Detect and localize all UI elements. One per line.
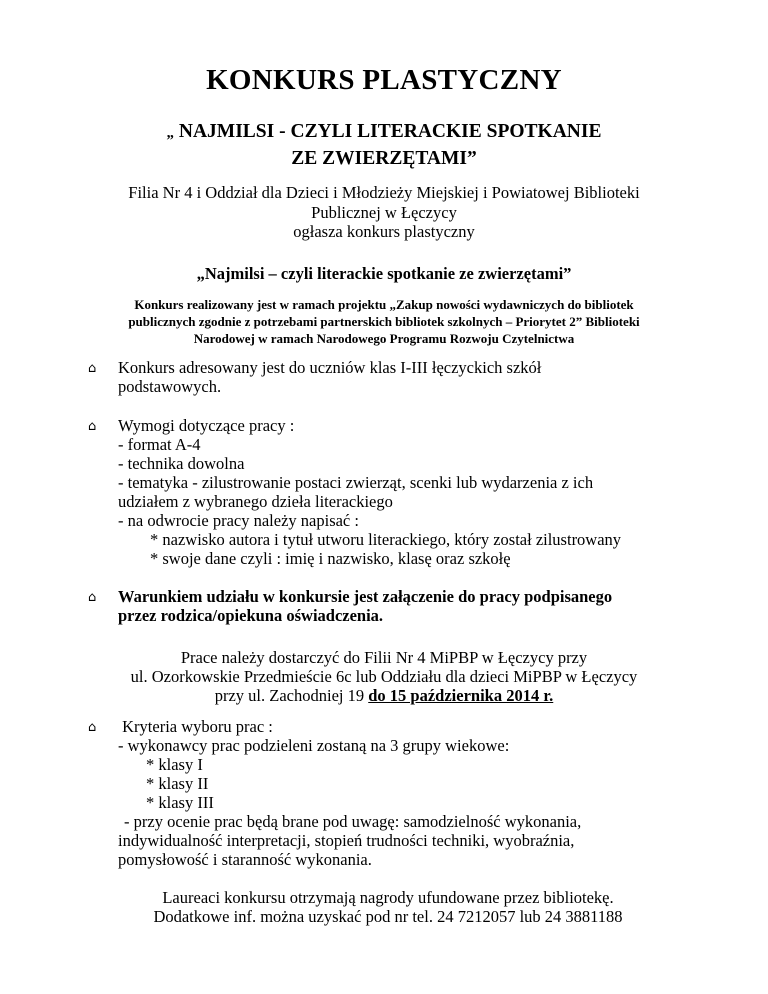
intro-line-3: ogłasza konkurs plastyczny [293, 222, 475, 241]
criteria-group: * klasy III [146, 793, 214, 812]
footer-paragraph [4, 888, 768, 926]
criteria-item: - przy ocenie prac będą brane pod uwagę: samodzielność wykonania, [124, 812, 582, 831]
subtitle-line-1 [0, 119, 768, 146]
deadline-text: do 15 października 2014 r. [368, 686, 554, 705]
delivery-paragraph [0, 648, 768, 705]
project-line-1: Konkurs realizowany jest w ramach projektu „Zakup nowości wydawniczych do bibliotek [134, 297, 634, 312]
delivery-line-3 [0, 686, 768, 705]
delivery-line-2: ul. Ozorkowskie Przedmieście 6c lub Oddziału dla dzieci MiPBP w Łęczycy [130, 667, 638, 686]
condition-line-2: przez rodzica/opiekuna oświadczenia. [118, 606, 384, 625]
criteria-item-continued: indywidualność interpretacji, stopień trudności techniki, wyobraźnia, [118, 831, 575, 850]
project-line-2: publicznych zgodnie z potrzebami partnerskich bibliotek szkolnych – Priorytet 2” Biblioteki [128, 314, 640, 329]
subtitle-open-quote: „ [166, 125, 175, 141]
requirements-heading: Wymogi dotyczące pracy : [118, 416, 295, 435]
competition-quote-title: „Najmilsi – czyli literackie spotkanie ze zwierzętami” [196, 264, 572, 283]
page-title: KONKURS PLASTYCZNY [206, 64, 562, 96]
bullet-icon: ⌂ [88, 419, 97, 434]
intro-paragraph [0, 183, 768, 242]
criteria-group: * klasy II [146, 774, 209, 793]
requirements-item: - tematyka - zilustrowanie postaci zwierząt, scenki lub wydarzenia z ich [118, 473, 594, 492]
section-condition [88, 587, 688, 627]
requirements-item: - na odwrocie pracy należy napisać : [118, 511, 359, 530]
subtitle-line-2: ZE ZWIERZĘTAMI” [291, 148, 477, 169]
footer-line-2: Dodatkowe inf. można uzyskać pod nr tel. 24 7212057 lub 24 3881188 [153, 907, 623, 926]
intro-line-2: Publicznej w Łęczycy [311, 202, 457, 222]
footer-line-1: Laureaci konkursu otrzymają nagrody ufundowane przez bibliotekę. [162, 888, 614, 907]
bullet-icon: ⌂ [88, 720, 97, 735]
criteria-group: * klasy I [146, 755, 203, 774]
section-criteria [88, 717, 688, 877]
requirements-item-continued: udziałem z wybranego dzieła literackiego [118, 492, 393, 511]
project-paragraph [0, 296, 768, 347]
delivery-line-1: Prace należy dostarczyć do Filii Nr 4 MiPBP w Łęczycy przy [180, 648, 588, 667]
project-line-3: Narodowej w ramach Narodowego Programu Rozwoju Czytelnictwa [193, 331, 575, 346]
requirements-item: - format A-4 [118, 435, 201, 454]
delivery-address: przy ul. Zachodniej 19 [214, 686, 369, 705]
intro-line-1: Filia Nr 4 i Oddział dla Dzieci i Młodzieży Miejskiej i Powiatowej Biblioteki [128, 183, 640, 202]
audience-line-2: podstawowych. [118, 377, 222, 396]
section-audience [88, 358, 688, 398]
condition-line-1: Warunkiem udziału w konkursie jest załączenie do pracy podpisanego [118, 587, 613, 606]
audience-line-1: Konkurs adresowany jest do uczniów klas I-III łęczyckich szkół [118, 358, 542, 377]
requirements-subitem: * swoje dane czyli : imię i nazwisko, klasę oraz szkołę [150, 549, 511, 568]
section-requirements [88, 416, 688, 576]
criteria-item: - wykonawcy prac podzieleni zostaną na 3 grupy wiekowe: [118, 736, 510, 755]
bullet-icon: ⌂ [88, 361, 97, 376]
criteria-heading: Kryteria wyboru prac : [118, 717, 273, 736]
competition-subtitle [0, 119, 768, 171]
criteria-item-continued: pomysłowość i staranność wykonania. [118, 850, 372, 869]
subtitle-line-1-text: NAJMILSI - CZYLI LITERACKIE SPOTKANIE [178, 121, 602, 142]
requirements-subitem: * nazwisko autora i tytuł utworu literackiego, który został zilustrowany [150, 530, 622, 549]
requirements-item: - technika dowolna [118, 454, 245, 473]
bullet-icon: ⌂ [88, 590, 97, 605]
